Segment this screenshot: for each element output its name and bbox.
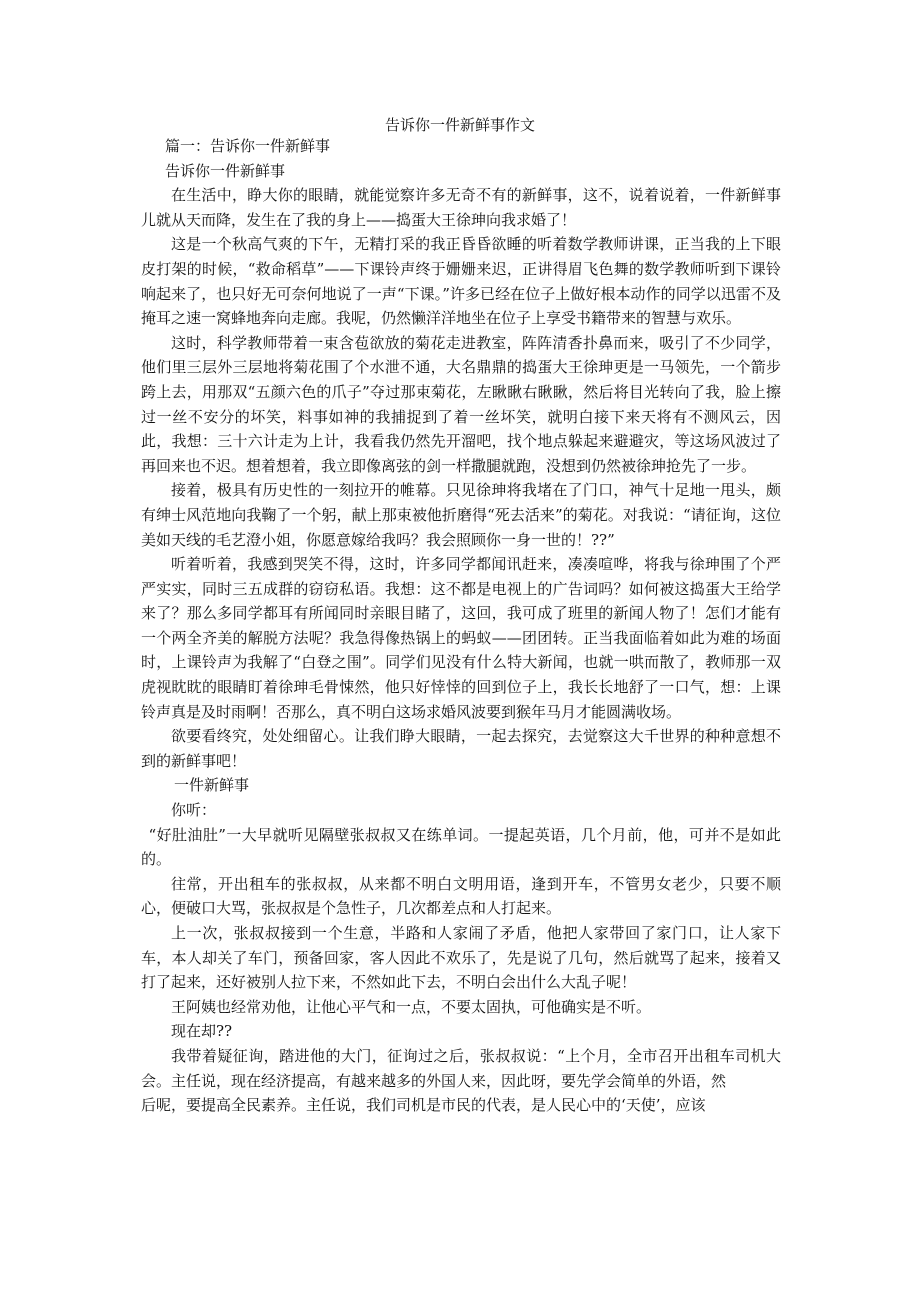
paragraph: 这是一个秋高气爽的下午，无精打采的我正昏昏欲睡的听着数学教师讲课，正当我的上下眼皮打架的时候，“救命稻草”——下课铃声终于姗姗来迟，正讲得眉飞色舞的数学教师听到下课铃响起来了，也只好无可奈何地说了一声“下课。”许多已经在位子上做好根本动作的同学以迅雷不及掩耳之速一窝蜂地奔向走廊。我呢，仍然懒洋洋地坐在位子上享受书籍带来的智慧与欢乐。 — [141, 235, 781, 328]
paragraph: “好肚油肚”一大早就听见隔壁张叔叔又在练单词。一提起英语，几个月前，他，可并不是如此的。 — [141, 825, 781, 869]
paragraph: 在生活中，睁大你的眼睛，就能觉察许多无奇不有的新鲜事，这不，说着说着，一件新鲜事儿就从天而降，发生在了我的身上——捣蛋大王徐珅向我求婚了！ — [141, 186, 781, 229]
document-body — [141, 134, 781, 1118]
paragraph: 往常，开出租车的张叔叔，从来都不明白文明用语，逢到开车，不管男女老少，只要不顺心，便破口大骂，张叔叔是个急性子，几次都差点和人打起来。 — [141, 874, 781, 918]
paragraph: 王阿姨也经常劝他，让他心平气和一点，不要太固执，可他确实是不听。 — [171, 997, 652, 1016]
paragraph: 这时，科学教师带着一束含苞欲放的菊花走进教室，阵阵清香扑鼻而来，吸引了不少同学，他们里三层外三层地将菊花围了个水泄不通，大名鼎鼎的捣蛋大王徐珅更是一马领先，一个箭步跨上去，用那双“五颜六色的爪子”夺过那束菊花，左瞅瞅右瞅瞅，然后将目光转向了我，脸上擦过一丝不安分的坏笑，料事如神的我捕捉到了着一丝坏笑，就明白接下来天将有不测风云，因此，我想：三十六计走为上计，我看我仍然先开溜吧，找个地点躲起来避避灾，等这场风波过了再回来也不迟。想着想着，我立即像离弦的剑一样撒腿就跑，没想到仍然被徐珅抢先了一步。 — [141, 333, 781, 475]
paragraph: 听着听着，我感到哭笑不得，这时，许多同学都闻讯赶来，凑凑喧哗，将我与徐珅围了个严严实实，同时三五成群的窃窃私语。我想：这不都是电视上的广告词吗？如何被这捣蛋大王给学来了？那么多同学都耳有所闻同时亲眼目睹了，这回，我可成了班里的新闻人物了！怎们才能有一个两全齐美的解脱方法呢？我急得像热锅上的蚂蚁——团团转。正当我面临着如此为难的场面时，上课铃声为我解了“白登之围”。同学们见没有什么特大新闻，也就一哄而散了，教师那一双虎视眈眈的眼睛盯着徐珅毛骨悚然，他只好悻悻的回到位子上，我长长地舒了一口气，想：上课铃声真是及时雨啊！否那么，真不明白这场求婚风波要到猴年马月才能圆满收场。 — [141, 555, 781, 721]
section-heading: 告诉你一件新鲜事 — [165, 161, 286, 180]
paragraph: 接着，极具有历史性的一刻拉开的帷幕。只见徐珅将我堵在了门口，神气十足地一甩头，颇有绅士风范地向我鞠了一个躬，献上那束被他折磨得“死去活来”的菊花。对我说：“请征询，这位美如天线的毛艺澄小姐，你愿意嫁给我吗？我会照顾你一身一世的！??” — [141, 481, 781, 549]
paragraph: 你听： — [171, 801, 217, 820]
document-title: 告诉你一件新鲜事作文 — [384, 116, 535, 134]
section-heading: 篇一：告诉你一件新鲜事 — [165, 137, 331, 155]
paragraph: 现在却?? — [171, 1022, 233, 1041]
paragraph: 欲要看终究，处处细留心。让我们睁大眼睛，一起去探究，去觉察这大千世界的种种意想不到的新鲜事吧！ — [141, 727, 781, 770]
paragraph: 上一次，张叔叔接到一个生意，半路和人家闹了矛盾，他把人家带回了家门口，让人家下车，本人却关了车门，预备回家，客人因此不欢乐了，先是说了几句，然后就骂了起来，接着又打了起来，还好被别人拉下来，不然如此下去，不明白会出什么大乱子呢！ — [141, 924, 781, 992]
paragraph: 后呢，要提高全民素养。主任说，我们司机是市民的代表，是人民心中的‘天使’，应该 — [141, 1096, 706, 1115]
section-heading: 一件新鲜事 — [174, 776, 250, 795]
paragraph: 我带着疑征询，踏进他的大门，征询过之后，张叔叔说：“上个月，全市召开出租车司机大会。主任说，现在经济提高，有越来越多的外国人来，因此呀，要先学会简单的外语，然 — [141, 1046, 781, 1090]
